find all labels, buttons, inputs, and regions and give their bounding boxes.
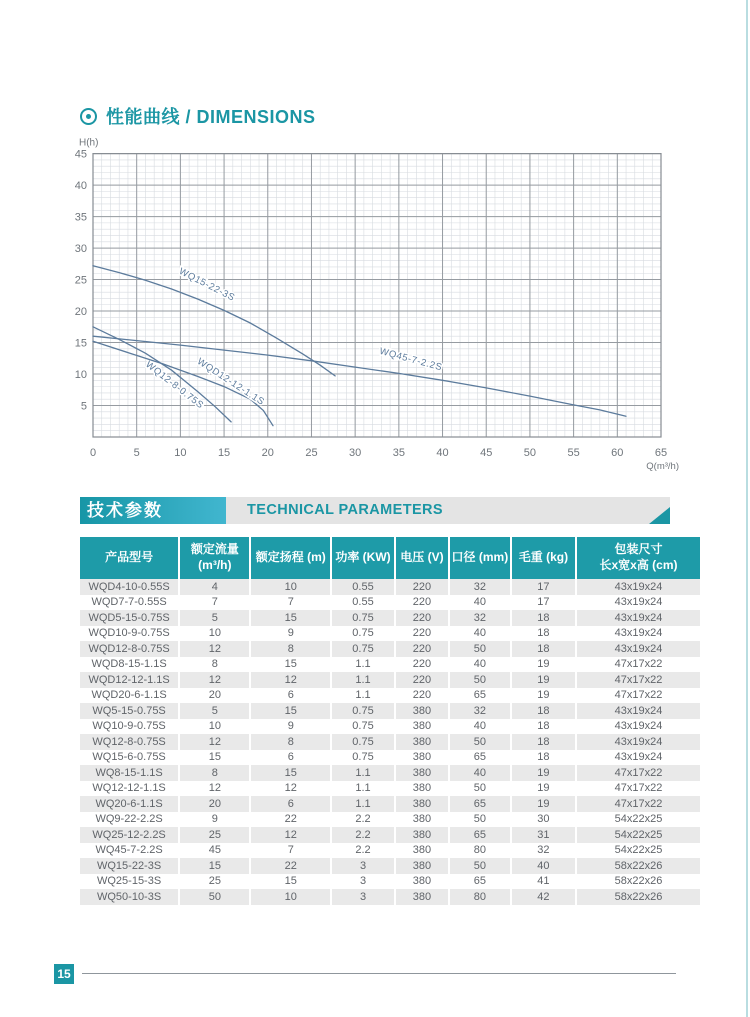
- table-cell: 18: [511, 641, 576, 657]
- table-cell: 19: [511, 765, 576, 781]
- table-cell: 45: [179, 843, 250, 859]
- table-cell: 220: [395, 672, 449, 688]
- table-cell: 1.1: [331, 765, 395, 781]
- parameters-title-cn: 技术参数: [80, 497, 226, 524]
- table-cell: 10: [179, 719, 250, 735]
- table-cell: 54x22x25: [576, 827, 700, 843]
- table-cell: 0.75: [331, 719, 395, 735]
- table-cell: 8: [250, 734, 331, 750]
- table-cell: 5: [179, 703, 250, 719]
- table-cell: 18: [511, 734, 576, 750]
- table-cell: 18: [511, 610, 576, 626]
- table-cell: 20: [179, 796, 250, 812]
- table-cell: 220: [395, 579, 449, 595]
- svg-text:45: 45: [74, 148, 87, 161]
- table-row: [80, 719, 700, 735]
- table-cell: 9: [179, 812, 250, 828]
- table-cell: 15: [179, 858, 250, 874]
- svg-text:15: 15: [74, 337, 87, 350]
- table-cell: 40: [449, 626, 511, 642]
- curve-label-WQ45-7-2.2S: WQ45-7-2.2S: [378, 345, 444, 374]
- table-header-cell: 额定扬程 (m): [250, 537, 331, 579]
- table-cell: 32: [449, 579, 511, 595]
- table-body: [80, 579, 700, 905]
- table-row: [80, 688, 700, 704]
- table-header-row: [80, 537, 700, 579]
- table-cell: 65: [449, 827, 511, 843]
- table-cell: WQ8-15-1.1S: [95, 766, 163, 779]
- table-cell: 0.75: [331, 626, 395, 642]
- table-cell: 380: [395, 843, 449, 859]
- svg-text:10: 10: [74, 369, 87, 382]
- svg-text:40: 40: [436, 447, 449, 459]
- table-cell: 25: [179, 874, 250, 890]
- table-cell: 1.1: [331, 688, 395, 704]
- table-cell: 50: [449, 734, 511, 750]
- table-cell: 10: [250, 579, 331, 595]
- table-cell: 47x17x22: [576, 657, 700, 673]
- table-header-cell: 产品型号: [80, 537, 179, 579]
- table-cell: 30: [511, 812, 576, 828]
- table-cell: 50: [449, 641, 511, 657]
- svg-text:50: 50: [523, 447, 537, 459]
- table-row: [80, 874, 700, 890]
- curve-WQD12-12-1.1S: [93, 341, 273, 425]
- table-row: [80, 889, 700, 905]
- footer-divider: [82, 973, 676, 974]
- table-cell: 50: [179, 889, 250, 905]
- svg-text:55: 55: [567, 447, 580, 459]
- table-cell: 0.75: [331, 641, 395, 657]
- table-cell: 32: [449, 610, 511, 626]
- table-cell: WQ25-12-2.2S: [92, 828, 166, 841]
- table-row: [80, 610, 700, 626]
- table-cell: 380: [395, 858, 449, 874]
- table-cell: 10: [179, 626, 250, 642]
- table-cell: 47x17x22: [576, 672, 700, 688]
- svg-text:30: 30: [349, 447, 362, 459]
- table-cell: 40: [449, 719, 511, 735]
- table-cell: 1.1: [331, 781, 395, 797]
- table-cell: 8: [179, 657, 250, 673]
- table-cell: 220: [395, 657, 449, 673]
- page-title: 性能曲线 / DIMENSIONS: [106, 107, 316, 127]
- table-cell: 41: [511, 874, 576, 890]
- table-cell: 22: [250, 858, 331, 874]
- table-cell: 43x19x24: [576, 703, 700, 719]
- table-cell: 380: [395, 796, 449, 812]
- table-cell: 19: [511, 688, 576, 704]
- table-header-cell: 口径 (mm): [449, 537, 511, 579]
- table-row: [80, 796, 700, 812]
- performance-curve-chart: [0, 0, 750, 495]
- table-cell: WQD8-15-1.1S: [91, 658, 167, 671]
- table-row: [80, 781, 700, 797]
- table-header-cell: 电压 (V): [395, 537, 449, 579]
- corner-triangle-icon: [649, 507, 670, 524]
- svg-text:0: 0: [89, 447, 97, 459]
- svg-text:65: 65: [654, 447, 668, 459]
- table-row: [80, 672, 700, 688]
- table-cell: 8: [250, 641, 331, 657]
- table-cell: 0.55: [331, 579, 395, 595]
- table-cell: 12: [250, 827, 331, 843]
- curve-label-WQ15-22-3S: WQ15-22-3S: [176, 266, 237, 304]
- table-cell: 43x19x24: [576, 610, 700, 626]
- table-cell: WQD20-6-1.1S: [91, 689, 167, 702]
- table-cell: WQD12-12-1.1S: [88, 673, 170, 686]
- table-cell: 50: [449, 672, 511, 688]
- table-row: [80, 641, 700, 657]
- table-row: [80, 858, 700, 874]
- table-row: [80, 765, 700, 781]
- table-cell: 380: [395, 765, 449, 781]
- table-cell: 2.2: [331, 827, 395, 843]
- table-cell: 19: [511, 657, 576, 673]
- table-header-cell: 毛重 (kg): [511, 537, 576, 579]
- table-cell: 2.2: [331, 843, 395, 859]
- parameters-title-strip: [226, 497, 670, 524]
- svg-text:10: 10: [174, 447, 187, 459]
- table-cell: 50: [449, 812, 511, 828]
- table-cell: 65: [449, 750, 511, 766]
- table-row: [80, 595, 700, 611]
- table-cell: 7: [250, 843, 331, 859]
- svg-text:20: 20: [261, 447, 274, 459]
- table-cell: 0.75: [331, 703, 395, 719]
- table-cell: 65: [449, 796, 511, 812]
- table-cell: WQ25-15-3S: [96, 875, 162, 888]
- table-cell: 6: [250, 750, 331, 766]
- table-cell: 12: [179, 781, 250, 797]
- table-cell: 220: [395, 688, 449, 704]
- table-cell: 43x19x24: [576, 626, 700, 642]
- table-cell: 58x22x26: [576, 889, 700, 905]
- circle-dot-icon: [80, 108, 97, 125]
- parameters-title-en: TECHNICAL PARAMETERS: [247, 502, 443, 518]
- table-cell: 9: [250, 719, 331, 735]
- table-cell: 12: [179, 734, 250, 750]
- svg-text:40: 40: [74, 180, 87, 193]
- table-head: [80, 537, 700, 579]
- table-cell: 19: [511, 781, 576, 797]
- table-cell: 18: [511, 703, 576, 719]
- table-cell: 40: [449, 765, 511, 781]
- table-cell: 1.1: [331, 672, 395, 688]
- svg-text:20: 20: [74, 306, 87, 319]
- table-cell: 32: [449, 703, 511, 719]
- table-cell: 18: [511, 719, 576, 735]
- table-cell: 380: [395, 750, 449, 766]
- table-cell: 50: [449, 781, 511, 797]
- table-row: [80, 734, 700, 750]
- table-row: [80, 626, 700, 642]
- table-row: [80, 827, 700, 843]
- table-cell: 0.55: [331, 595, 395, 611]
- dimensions-section-header: [80, 103, 316, 129]
- table-cell: 42: [511, 889, 576, 905]
- page-number-badge: 15: [54, 964, 74, 984]
- table-cell: 0.75: [331, 610, 395, 626]
- table-cell: 47x17x22: [576, 765, 700, 781]
- table-cell: 47x17x22: [576, 688, 700, 704]
- curve-label-WQD12-12-1.1S: WQD12-12-1.1S: [194, 356, 267, 408]
- table-cell: 50: [449, 858, 511, 874]
- table-cell: 15: [179, 750, 250, 766]
- svg-text:35: 35: [392, 447, 405, 459]
- table-cell: 80: [449, 889, 511, 905]
- table-cell: WQ15-6-0.75S: [92, 751, 166, 764]
- table-cell: 380: [395, 874, 449, 890]
- table-cell: 17: [511, 579, 576, 595]
- table-header-cell: 额定流量 (m³/h): [179, 537, 250, 579]
- svg-text:5: 5: [133, 447, 140, 459]
- table-cell: WQD5-15-0.75S: [88, 611, 170, 624]
- table-cell: WQ45-7-2.2S: [95, 844, 163, 857]
- table-cell: 54x22x25: [576, 843, 700, 859]
- table-cell: 65: [449, 874, 511, 890]
- table-cell: 2.2: [331, 812, 395, 828]
- table-cell: 10: [250, 889, 331, 905]
- table-cell: 58x22x26: [576, 858, 700, 874]
- table-cell: 15: [250, 610, 331, 626]
- table-row: [80, 843, 700, 859]
- table-cell: 6: [250, 796, 331, 812]
- table-cell: 43x19x24: [576, 719, 700, 735]
- svg-text:Q(m³/h): Q(m³/h): [646, 461, 679, 472]
- table-cell: 43x19x24: [576, 734, 700, 750]
- svg-text:25: 25: [74, 274, 87, 287]
- table-cell: WQ15-22-3S: [96, 859, 162, 872]
- table-cell: 1.1: [331, 796, 395, 812]
- table-cell: WQD4-10-0.55S: [88, 580, 170, 593]
- table-cell: 220: [395, 595, 449, 611]
- table-cell: 19: [511, 796, 576, 812]
- table-cell: WQ12-12-1.1S: [92, 782, 166, 795]
- table-cell: WQ12-8-0.75S: [92, 735, 166, 748]
- table-cell: WQ20-6-1.1S: [95, 797, 163, 810]
- table-cell: 43x19x24: [576, 641, 700, 657]
- table-cell: WQD10-9-0.75S: [88, 627, 170, 640]
- table-cell: WQ9-22-2.2S: [95, 813, 163, 826]
- table-row: [80, 750, 700, 766]
- table-cell: 20: [179, 688, 250, 704]
- table-cell: 18: [511, 750, 576, 766]
- table-cell: 12: [179, 672, 250, 688]
- table-row: [80, 703, 700, 719]
- table-cell: 32: [511, 843, 576, 859]
- table-row: [80, 657, 700, 673]
- table-cell: 380: [395, 827, 449, 843]
- table-cell: WQD7-7-0.55S: [91, 596, 167, 609]
- table-cell: 54x22x25: [576, 812, 700, 828]
- table-cell: 0.75: [331, 750, 395, 766]
- table-cell: 3: [331, 874, 395, 890]
- table-cell: 380: [395, 719, 449, 735]
- table-cell: 31: [511, 827, 576, 843]
- svg-text:60: 60: [611, 447, 624, 459]
- table-cell: 220: [395, 610, 449, 626]
- table-row: [80, 812, 700, 828]
- table-cell: 380: [395, 781, 449, 797]
- table-cell: 220: [395, 626, 449, 642]
- table-row: [80, 579, 700, 595]
- table-header-cell: 功率 (KW): [331, 537, 395, 579]
- table-cell: 220: [395, 641, 449, 657]
- parameters-section-header: [80, 497, 670, 524]
- table-cell: 4: [179, 579, 250, 595]
- svg-text:25: 25: [305, 447, 318, 459]
- table-cell: 12: [250, 781, 331, 797]
- table-cell: 47x17x22: [576, 796, 700, 812]
- table-cell: 8: [179, 765, 250, 781]
- table-cell: 3: [331, 889, 395, 905]
- table-cell: 5: [179, 610, 250, 626]
- table-cell: 380: [395, 734, 449, 750]
- table-cell: 17: [511, 595, 576, 611]
- table-cell: 7: [250, 595, 331, 611]
- table-cell: 12: [250, 672, 331, 688]
- svg-text:5: 5: [80, 400, 87, 413]
- table-cell: 9: [250, 626, 331, 642]
- svg-text:30: 30: [74, 243, 87, 256]
- curve-label-WQ12-8-0.75S: WQ12-8-0.75S: [143, 359, 206, 412]
- table-cell: 380: [395, 703, 449, 719]
- table-cell: 47x17x22: [576, 781, 700, 797]
- table-cell: 40: [449, 657, 511, 673]
- table-cell: 12: [179, 641, 250, 657]
- table-cell: 40: [511, 858, 576, 874]
- technical-parameters-table: [80, 537, 700, 905]
- table-cell: 18: [511, 626, 576, 642]
- svg-text:15: 15: [217, 447, 231, 459]
- table-cell: 15: [250, 874, 331, 890]
- table-cell: 380: [395, 889, 449, 905]
- table-cell: WQD12-8-0.75S: [88, 642, 170, 655]
- table-cell: 1.1: [331, 657, 395, 673]
- table-cell: 22: [250, 812, 331, 828]
- table-cell: 80: [449, 843, 511, 859]
- table-cell: 0.75: [331, 734, 395, 750]
- table-cell: 58x22x26: [576, 874, 700, 890]
- table-cell: 65: [449, 688, 511, 704]
- table-cell: 15: [250, 703, 331, 719]
- table-cell: WQ10-9-0.75S: [92, 720, 166, 733]
- svg-text:35: 35: [74, 211, 87, 224]
- table-cell: 40: [449, 595, 511, 611]
- table-cell: 25: [179, 827, 250, 843]
- table-cell: WQ50-10-3S: [96, 890, 162, 903]
- svg-text:45: 45: [480, 447, 493, 459]
- table-cell: 7: [179, 595, 250, 611]
- table-cell: 43x19x24: [576, 579, 700, 595]
- table-header-cell: 包装尺寸 长x宽x高 (cm): [576, 537, 700, 579]
- table-cell: 15: [250, 657, 331, 673]
- table-cell: 3: [331, 858, 395, 874]
- table-cell: 15: [250, 765, 331, 781]
- table-cell: 6: [250, 688, 331, 704]
- svg-text:H(h): H(h): [79, 137, 99, 149]
- table-cell: WQ5-15-0.75S: [92, 704, 166, 717]
- table-cell: 43x19x24: [576, 750, 700, 766]
- table-cell: 380: [395, 812, 449, 828]
- table-cell: 43x19x24: [576, 595, 700, 611]
- table-cell: 19: [511, 672, 576, 688]
